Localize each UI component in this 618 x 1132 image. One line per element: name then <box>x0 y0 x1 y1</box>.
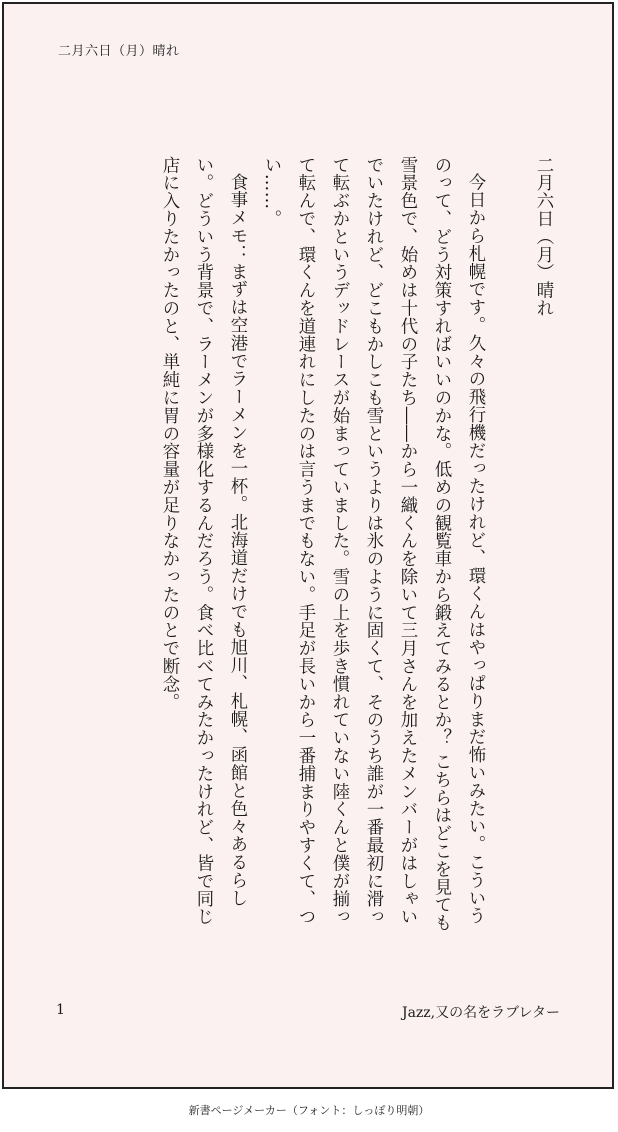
book-title: Jazz,又の名をラブレター <box>401 1005 560 1021</box>
paragraph-2: 食事メモ：まずは空港でラーメンを一杯。北海道だけでも旭川、札幌、函館と色々あるらしい。どういう背景で、ラーメンが多様化するんだろう。食べ比べてみたかったけれど、皆で同じ店に入りたかったのと、単純に胃の容量が足りなかったのとで断念。 <box>159 156 247 926</box>
running-head: 二月六日（月）晴れ <box>58 44 180 59</box>
vertical-body-text <box>152 156 560 936</box>
paragraph-1: 今日から札幌です。久々の飛行機だったけれど、環くんはやっぱりまだ怖いみたい。こういうのって、どう対策すればいいのかな。低めの観覧車から鍛えてみるとか？ こちらはどこを見ても雪景色で、始めは十代の子たち――から一織くんを除いて三月さんを加えたメンバーがはしゃいでいたけれど、どこもかしこも雪というよりは氷のように固くて、そのうち誰が一番最初に滑って転ぶかというデッドレースが始まっていました。雪の上を歩き慣れていない陸くんと僕が揃って転んで、環くんを道連れにしたのは言うまでもない。手足が長いから一番捕まりやすくて、つい……。 <box>261 156 485 932</box>
novel-page <box>2 2 614 1089</box>
chapter-heading: 二月六日（月）晴れ <box>533 156 553 318</box>
generator-caption: 新書ページメーカー（フォント：しっぽり明朝） <box>188 1104 430 1117</box>
page-number: 1 <box>56 1002 65 1018</box>
